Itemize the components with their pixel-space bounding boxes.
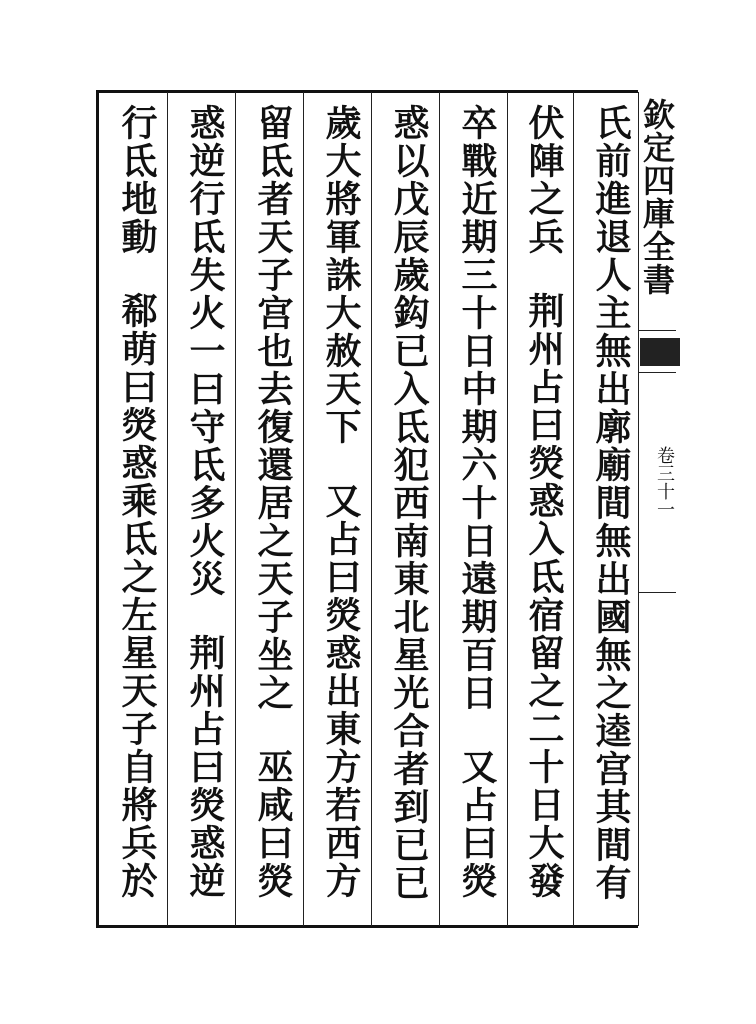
text-column-1: [580, 104, 642, 919]
margin-rule: [638, 330, 676, 331]
text-column-8: [106, 104, 168, 919]
column-text: 郗萌曰熒惑乘氐之左星天子自將兵於: [116, 292, 158, 900]
book-title: 欽定四庫全書: [638, 98, 676, 296]
margin-rule: [638, 592, 676, 593]
text-column-2: [513, 104, 575, 919]
text-column-4: [378, 104, 440, 919]
text-column-7: [174, 104, 236, 919]
fishtail-mark: [640, 338, 680, 366]
volume-label: 卷三十一: [654, 446, 675, 518]
column-text: 又占曰熒: [456, 748, 498, 900]
column-text: 荆州占曰熒惑逆: [184, 634, 226, 900]
column-text: 荆州占曰熒惑入氐宿留之二十日大發: [523, 292, 565, 900]
column-text: 行氐地動: [116, 104, 158, 256]
column-text: 惑以戊辰歲鈎已入氐犯西南東北星光合者到已已: [388, 104, 430, 902]
column-text: 歲大將軍誅大赦天下: [320, 104, 362, 446]
column-text: 惑逆行氐失火一曰守氐多火災: [184, 104, 226, 598]
column-text: 氏前進退人主無出廓廟間無出國無之逵宫其間有: [590, 104, 632, 902]
column-text: 卒戰近期三十日中期六十日遠期百日: [456, 104, 498, 712]
text-column-3: [446, 104, 508, 919]
column-text: 又占曰熒惑出東方若西方: [320, 482, 362, 900]
margin-rule: [638, 372, 676, 373]
text-column-6: [242, 104, 304, 919]
text-column-5: [310, 104, 372, 919]
column-text: 巫咸曰熒: [252, 748, 294, 900]
column-text: 留氐者天子宫也去復還居之天子坐之: [252, 104, 294, 712]
column-text: 伏陣之兵: [523, 104, 565, 256]
